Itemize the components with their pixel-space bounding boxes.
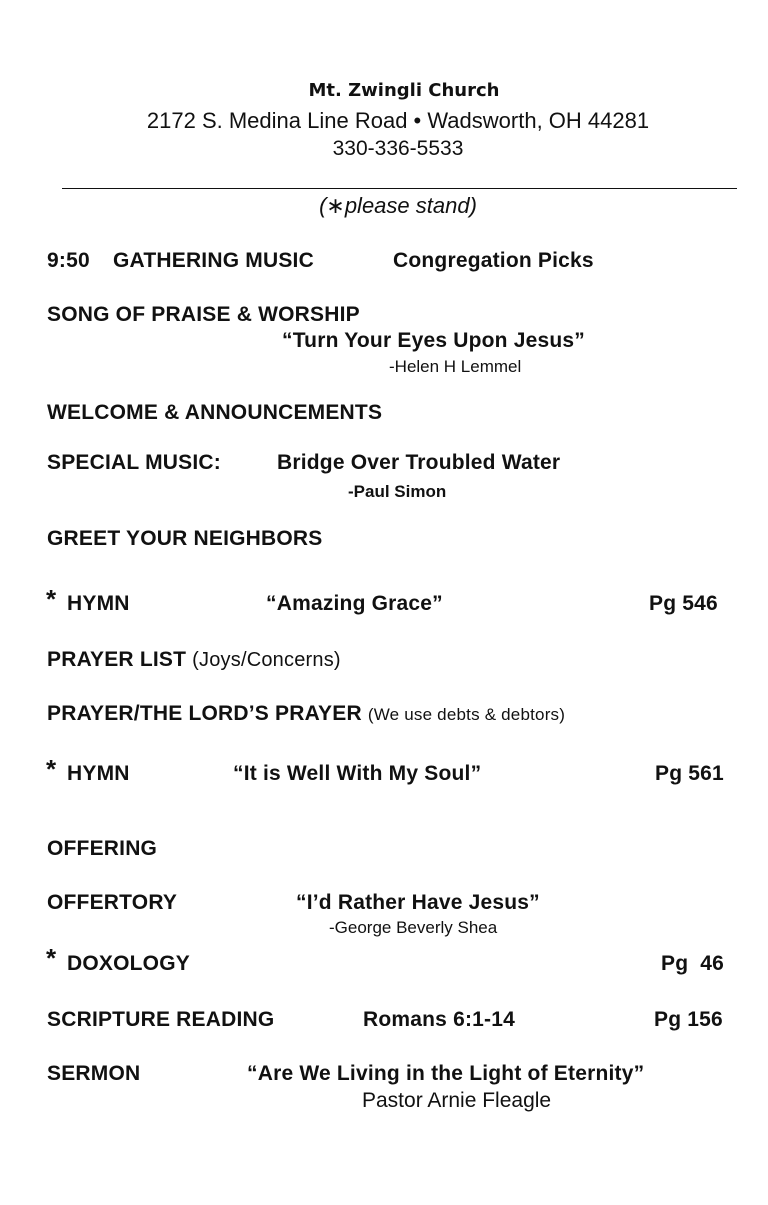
praise-label: SONG OF PRAISE & WORSHIP <box>47 303 360 326</box>
special-music-author: -Paul Simon <box>348 482 447 501</box>
prayer-list-row <box>47 648 341 672</box>
church-name: Mt. Zwingli Church <box>308 80 500 101</box>
header-divider <box>62 188 737 189</box>
offering-label: OFFERING <box>47 837 158 860</box>
prayer-list-label: PRAYER LIST <box>47 648 187 671</box>
church-address: 2172 S. Medina Line Road • Wadsworth, OH 44281 <box>146 108 650 133</box>
sermon-title: “Are We Living in the Light of Eternity” <box>247 1062 645 1085</box>
stand-asterisk: * <box>46 584 57 614</box>
offertory-title: “I’d Rather Have Jesus” <box>296 891 540 914</box>
lords-prayer-note: (We use debts & debtors) <box>367 705 566 724</box>
scripture-page: Pg 156 <box>654 1008 723 1031</box>
hymn-1-page: Pg 546 <box>649 592 718 615</box>
praise-title: “Turn Your Eyes Upon Jesus” <box>282 329 585 352</box>
stand-asterisk: * <box>46 754 57 784</box>
gathering-time: 9:50 <box>47 249 90 272</box>
hymn-2-label: HYMN <box>67 762 130 785</box>
gathering-detail: Congregation Picks <box>393 249 594 272</box>
gathering-label: GATHERING MUSIC <box>113 249 314 272</box>
lords-prayer-label: PRAYER/THE LORD’S PRAYER <box>47 702 362 725</box>
sermon-label: SERMON <box>47 1062 141 1085</box>
offertory-label: OFFERTORY <box>47 891 178 914</box>
offertory-author: -George Beverly Shea <box>329 918 498 937</box>
praise-author: -Helen H Lemmel <box>389 357 522 376</box>
scripture-label: SCRIPTURE READING <box>47 1008 275 1031</box>
please-stand-note: (∗please stand) <box>319 193 477 218</box>
greet-label: GREET YOUR NEIGHBORS <box>47 527 323 550</box>
stand-asterisk: * <box>46 943 57 973</box>
scripture-reference: Romans 6:1-14 <box>363 1008 515 1031</box>
hymn-1-title: “Amazing Grace” <box>266 592 443 615</box>
sermon-pastor: Pastor Arnie Fleagle <box>362 1089 552 1112</box>
hymn-1-label: HYMN <box>67 592 130 615</box>
hymn-2-page: Pg 561 <box>655 762 724 785</box>
special-music-label: SPECIAL MUSIC: <box>47 451 221 474</box>
hymn-2-title: “It is Well With My Soul” <box>233 762 482 785</box>
prayer-list-note: (Joys/Concerns) <box>192 649 341 671</box>
doxology-page: Pg 46 <box>661 952 725 975</box>
doxology-label: DOXOLOGY <box>67 952 190 975</box>
welcome-label: WELCOME & ANNOUNCEMENTS <box>47 401 383 424</box>
special-music-title: Bridge Over Troubled Water <box>277 451 561 474</box>
lords-prayer-row <box>47 702 565 726</box>
church-phone: 330-336-5533 <box>332 137 464 160</box>
